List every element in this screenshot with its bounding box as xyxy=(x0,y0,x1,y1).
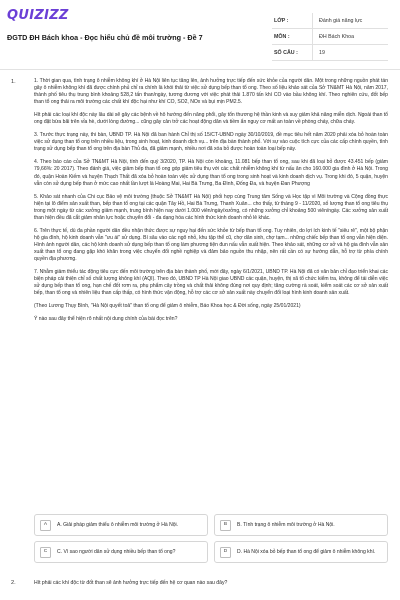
answer-option-d[interactable] xyxy=(214,541,388,563)
meta-label: MÔN : xyxy=(274,33,290,40)
question-number: 1. xyxy=(11,79,16,85)
answer-option-c[interactable] xyxy=(34,541,208,563)
question-1-passage xyxy=(34,78,388,331)
option-text: B. Tình trạng ô nhiễm môi trường ở Hà Nội. xyxy=(237,521,335,528)
question-prompt: Hít phải các khí độc từ đốt than sẽ ảnh hưởng trực tiếp đến hệ cơ quan nào sau đây? xyxy=(34,580,228,586)
meta-value: 19 xyxy=(312,45,388,60)
meta-value: Đánh giá năng lực xyxy=(312,13,388,28)
option-letter: B xyxy=(220,520,231,531)
meta-label: LỚP : xyxy=(274,17,289,24)
meta-row-subject xyxy=(272,29,388,45)
option-letter: D xyxy=(220,547,231,558)
passage-paragraph: 3. Trước thực trạng này, thi bàn, UBND TP. Hà Nội đã ban hành Chỉ thị số 15/CT-UBND ngày 30/10/2019, đề mục tiêu hết năm 2020 phải xóa bỏ hoàn toàn việc sử dụng than tổ ong trên nhiều liệu, trong sinh hoạt, kinh doanh dịch vụ... trên địa bàn thành phố. Với sự vào cuộc tích cực của các cấp chính quyền, tình trạng sử dụng bếp than tổ ong trên địa bàn Thủ đa, đã giảm mạnh, nhiều nơi đã xóa bỏ được hoàn toàn loại bếp này. xyxy=(34,132,388,153)
quiz-meta-table xyxy=(272,13,388,61)
option-text: A. Giải pháp giảm thiểu ô nhiễm môi trường ở Hà Nội. xyxy=(57,521,179,528)
header-divider xyxy=(0,69,400,70)
option-letter: A xyxy=(40,520,51,531)
passage-paragraph: 4. Theo báo cáo của Sở TN&MT Hà Nội, tính đến quý 3/2020, TP. Hà Nội còn khoảng, 11.081 bếp than tổ ong, sau khi đã loại bỏ được 43.451 bếp (giảm 79,66%: 20 2017). Theo đánh giá, việc giảm bếp than tổ ong góp giảm tiêu thụ với các chất nhiễm không khí từ nấu ăn cho 160.000 gia đình ở Hà Nội. Trong đó, quận Hoàn Kiếm và huyện Thạch Thất đã xóa bỏ hoàn toàn việc sử dụng than tổ ong trong sinh hoạt và kinh doanh dịch vụ. Trong khi đó, 5 quận, huyện vẫn còn sử dụng bếp than ở mức cao nhất lần lượt là Hoàng Mai, Hai Bà Trưng, Ba Đình, Đống Đa, và huyện Đan Phượng xyxy=(34,159,388,187)
passage-paragraph: Hít phải các loại khí độc này lâu dài sẽ gây các bệnh về hô hướng đến năng phổi, gây tổn thương hệ thần kinh và suy giảm khả năng miễn dịch. Ngoài than tổ ong đặt bừa bãi trên vỉa hè, dưới lòng đường... cũng gây cản trở các hoạt động dân và tiềm ẩn nguy cơ mất an toàn về phòng cháy, chữa cháy. xyxy=(34,112,388,126)
quizizz-logo: QUIZIZZ xyxy=(7,8,69,23)
passage-paragraph: 5. Khảo sát nhanh của Chi cục Bảo vệ môi trường (thuộc Sở TN&MT Hà Nội) phối hợp cùng Trung tâm Sống và Học tập vì Môi trường và Cộng đồng thực hiện tại lô điểm sản xuất than, bếp than tổ ong tại các quận Tây Hồ, Hai Bà Trưng, Thanh Xuân... cho thấy, từ tháng 9 - 11/2020, số lượng than tổ ong tiêu thụ trong một ngày từ các xưởng giảm mạnh, trung bình hiện nay dưới 1.000 viên/ngày/xưởng, có những xưởng chỉ khoảng 500 viên/ngày. Các xưởng sản xuất than hiện đều đã cắt giảm nhân lực hoặc chuyển đổi - đa dạng hóa các hình thức kinh doanh nhỏ lẻ khác. xyxy=(34,193,388,221)
passage-paragraph: 6. Trên thực tế, dù đa phần người dân đều nhận thức được sự nguy hại đến sức khỏe từ bếp than tổ ong. Tuy nhiên, do lợi ích kinh tế "siêu rẻ", một bộ phận hộ gia đình, hộ kinh doanh vẫn "ưu ái" sử dụng. Bí sâu vào các ngõ nhỏ, khu tập thể cũ, chợ dân sinh, chợ tạm... những chiếc bếp than tổ ong vẫn hiện diện. Hình ảnh người dân, các hộ kinh doanh sử dụng bếp than tổ ong làm phương tiện đun nấu vẫn xuất hiện. Theo khảo sát, những cơ sở và hộ gia đình vẫn sản xuất than tổ ong đang gặp khó khăn trong việc chuyển đổi nghề nghiệp và đảm bảo nguồn thu nhập, nên rất cần có sự hướng dẫn, hỗ trợ từ phía chính quyền địa phương. xyxy=(34,227,388,262)
question-number: 2. xyxy=(11,580,16,586)
meta-row-class xyxy=(272,13,388,29)
meta-label: SỐ CÂU : xyxy=(274,49,298,56)
meta-value: ĐH Bách Khoa xyxy=(312,29,388,44)
answer-option-a[interactable] xyxy=(34,514,208,536)
answer-option-b[interactable] xyxy=(214,514,388,536)
passage-paragraph: 1. Thời gian qua, tình trạng ô nhiễm không khí ở Hà Nội liên tục tăng lên, ảnh hưởng trực tiếp đến sức khỏe của người dân. Một trong những nguồn phát tán gây ô nhiễm không khí đã được chính phủ chỉ ra chính là khói thải từ việc sử dụng bếp than tổ ong. Theo số liệu khảo sát của Sở TN&MT Hà Nội, năm 2017, thành phố tiêu thụ trung bình khoảng 528,2 tấn than/ngày, tương đương với việc phát thải 1.870 tấn khí CO vào bầu không khí. Theo nghiên cứu, đốt bếp than tổ ong thải ra môi trường các chất khí độc hại như khí CO, SO2, NOx và bụi mịn PM2.5. xyxy=(34,78,388,106)
passage-source: (Theo Lương Thụy Bình, "Hà Nội quyết toả" than tổ ong để giảm ô nhiễm, Báo Khoa học & Đời sống, ngày 25/01/2021) xyxy=(34,303,301,310)
question-prompt: Ý nào sau đây thể hiện rõ nhất nội dung chính của bài đọc trên? xyxy=(34,316,178,323)
page-title: ĐGTD ĐH Bách khoa - Đọc hiểu chủ đề môi trường - Đề 7 xyxy=(7,33,203,42)
option-letter: C xyxy=(40,547,51,558)
option-text: C. Vì sao người dân sử dụng nhiều bếp than tổ ong? xyxy=(57,548,176,555)
meta-row-count xyxy=(272,45,388,61)
option-text: D. Hà Nội xóa bỏ bếp than tổ ong để giảm ô nhiễm không khí. xyxy=(237,548,376,555)
answer-options xyxy=(34,514,388,563)
passage-paragraph: 7. Nhằm giảm thiểu tác động tiêu cực đến môi trường trên địa bàn thành phố, mới đây, ngày 6/1/2021, UBND TP. Hà Nội đã có văn bản chỉ đạo triển khai các biện pháp cải thiện chỉ số chất lượng không khí (AQI). Theo đó, UBND TP Hà Nội giao UBND các quận, huyện, thị xã tổ chức kiểm tra, không để tái diễn việc sử dụng bếp than tổ ong, hạn chế đốt rơm ra, phụ phẩm cây trồng và chất thải không đúng nơi quy định; tăng cường rà soát, kiểm soát các cơ sở sản xuất bếp, than tổ ong và nhiên liệu than cấp thấp, có hình thức vận động, hỗ trợ các cơ sở sản xuất này chuyển đổi loại hình kinh doanh sản xuất. xyxy=(34,269,388,297)
